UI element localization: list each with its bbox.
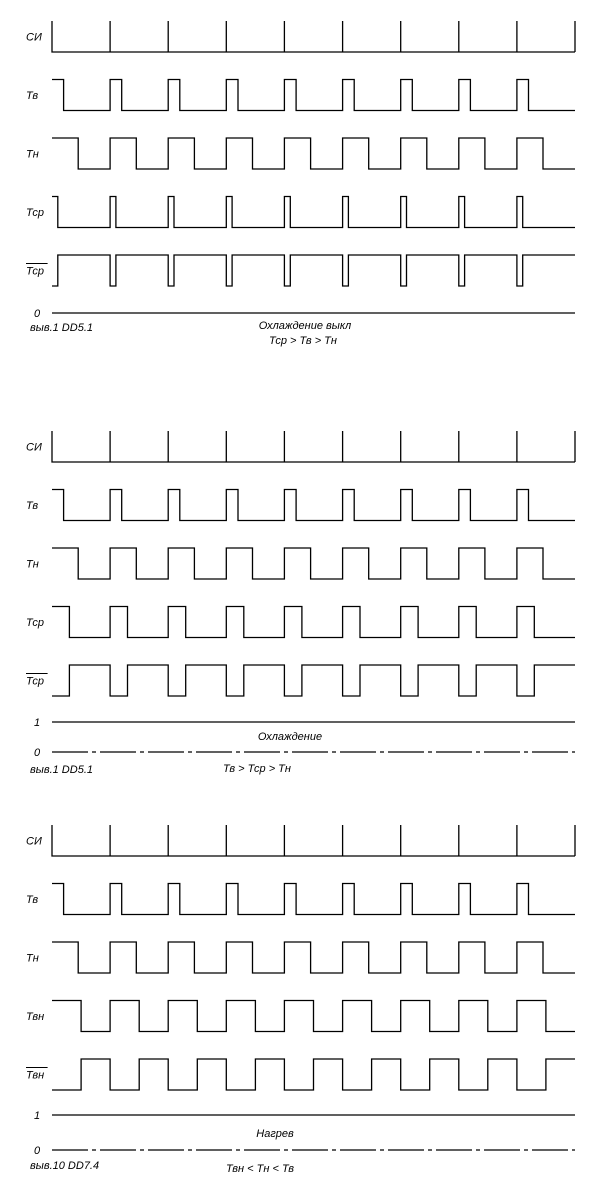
waveform bbox=[52, 80, 575, 111]
waveform bbox=[52, 1059, 575, 1090]
timing-panel-1 bbox=[26, 21, 575, 347]
signal-row bbox=[26, 825, 575, 856]
timing-panel-3 bbox=[26, 825, 575, 1175]
signal-label: СИ bbox=[26, 835, 42, 848]
signal-row bbox=[26, 942, 575, 973]
waveform bbox=[52, 431, 575, 462]
waveform bbox=[52, 21, 575, 52]
waveform bbox=[52, 548, 575, 579]
signal-label: СИ bbox=[26, 441, 42, 454]
signal-row bbox=[26, 21, 575, 52]
signal-row bbox=[26, 80, 575, 111]
signal-row bbox=[26, 197, 575, 228]
signal-label: СИ bbox=[26, 31, 42, 44]
signal-label: Тн bbox=[26, 148, 39, 161]
pin-reference: выв.1 DD5.1 bbox=[30, 764, 93, 776]
waveform bbox=[52, 607, 575, 638]
signal-label: Тн bbox=[26, 558, 39, 571]
signal-label: Твн bbox=[26, 1011, 45, 1023]
level-label: 1 bbox=[34, 1110, 41, 1122]
signal-row bbox=[26, 665, 575, 696]
waveform bbox=[52, 138, 575, 169]
mode-label: Охлаждение bbox=[257, 731, 323, 743]
signal-row bbox=[26, 607, 575, 638]
waveform bbox=[52, 490, 575, 521]
condition-label: Твн < Тн < Тв bbox=[225, 1163, 295, 1175]
timing-panel-2 bbox=[26, 431, 575, 776]
mode-label: Охлаждение выкл bbox=[258, 320, 352, 332]
signal-label: Тср bbox=[26, 265, 44, 278]
waveform bbox=[52, 197, 575, 228]
signal-label: Тн bbox=[26, 952, 39, 965]
signal-row bbox=[26, 884, 575, 915]
level-label: 0 bbox=[34, 1145, 41, 1157]
signal-label: Тв bbox=[26, 90, 39, 102]
signal-row bbox=[26, 1001, 575, 1032]
waveform bbox=[52, 255, 575, 286]
signal-row bbox=[26, 431, 575, 462]
waveform bbox=[52, 825, 575, 856]
signal-label: Тср bbox=[26, 675, 44, 688]
mode-label: Нагрев bbox=[256, 1128, 294, 1140]
signal-label: Твн bbox=[26, 1069, 45, 1082]
signal-row bbox=[26, 1059, 575, 1090]
signal-label: Тв bbox=[26, 500, 39, 512]
waveform bbox=[52, 884, 575, 915]
level-label: 0 bbox=[34, 308, 41, 320]
condition-label: Тср > Тв > Тн bbox=[269, 335, 337, 347]
signal-label: Тср bbox=[26, 617, 44, 629]
condition-label: Тв > Тср > Тн bbox=[223, 763, 291, 775]
waveform bbox=[52, 1001, 575, 1032]
waveform bbox=[52, 665, 575, 696]
pin-reference: выв.10 DD7.4 bbox=[30, 1160, 100, 1172]
signal-label: Тв bbox=[26, 894, 39, 906]
level-label: 1 bbox=[34, 717, 41, 729]
signal-row bbox=[26, 490, 575, 521]
signal-row bbox=[26, 255, 575, 286]
signal-row bbox=[26, 548, 575, 579]
signal-row bbox=[26, 138, 575, 169]
signal-label: Тср bbox=[26, 207, 44, 219]
waveform bbox=[52, 942, 575, 973]
pin-reference: выв.1 DD5.1 bbox=[30, 322, 93, 334]
level-label: 0 bbox=[34, 747, 41, 759]
